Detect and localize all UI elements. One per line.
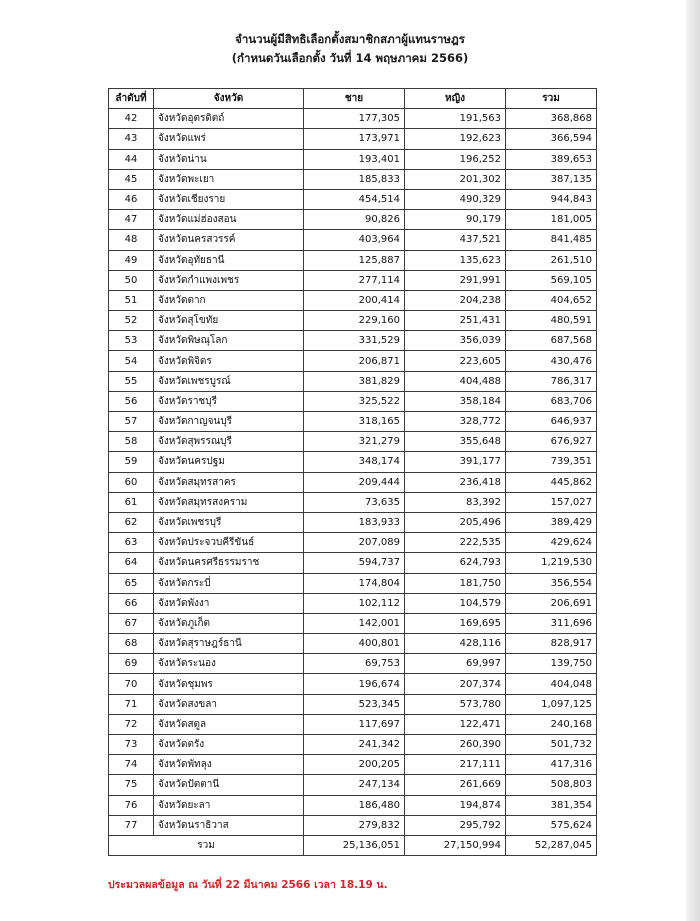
header-female: หญิง bbox=[405, 89, 506, 109]
cell-male: 209,444 bbox=[304, 472, 405, 492]
cell-province: จังหวัดอุทัยธานี bbox=[154, 250, 304, 270]
cell-province: จังหวัดสงขลา bbox=[154, 694, 304, 714]
cell-no: 66 bbox=[109, 593, 154, 613]
cell-total: 841,485 bbox=[506, 230, 597, 250]
cell-male: 102,112 bbox=[304, 593, 405, 613]
cell-female: 355,648 bbox=[405, 432, 506, 452]
cell-female: 573,780 bbox=[405, 694, 506, 714]
table-row bbox=[109, 654, 597, 674]
cell-female: 261,669 bbox=[405, 775, 506, 795]
total-male: 25,136,051 bbox=[304, 835, 405, 855]
cell-no: 56 bbox=[109, 391, 154, 411]
cell-male: 174,804 bbox=[304, 573, 405, 593]
table-row bbox=[109, 492, 597, 512]
cell-no: 67 bbox=[109, 613, 154, 633]
cell-total: 381,354 bbox=[506, 795, 597, 815]
cell-province: จังหวัดตาก bbox=[154, 290, 304, 310]
document-title: จำนวนผู้มีสิทธิเลือกตั้งสมาชิกสภาผู้แทนราษฎร bbox=[235, 32, 465, 46]
cell-total: 739,351 bbox=[506, 452, 597, 472]
cell-female: 207,374 bbox=[405, 674, 506, 694]
cell-no: 61 bbox=[109, 492, 154, 512]
cell-male: 73,635 bbox=[304, 492, 405, 512]
cell-total: 944,843 bbox=[506, 189, 597, 209]
cell-female: 135,623 bbox=[405, 250, 506, 270]
table-row bbox=[109, 331, 597, 351]
cell-female: 490,329 bbox=[405, 189, 506, 209]
total-female: 27,150,994 bbox=[405, 835, 506, 855]
table-row bbox=[109, 714, 597, 734]
table-row bbox=[109, 250, 597, 270]
table-row bbox=[109, 412, 597, 432]
cell-female: 236,418 bbox=[405, 472, 506, 492]
cell-male: 229,160 bbox=[304, 311, 405, 331]
cell-female: 181,750 bbox=[405, 573, 506, 593]
total-all: 52,287,045 bbox=[506, 835, 597, 855]
cell-province: จังหวัดกระบี่ bbox=[154, 573, 304, 593]
cell-province: จังหวัดอุตรดิตถ์ bbox=[154, 109, 304, 129]
cell-no: 47 bbox=[109, 210, 154, 230]
cell-male: 277,114 bbox=[304, 270, 405, 290]
cell-province: จังหวัดแพร่ bbox=[154, 129, 304, 149]
table-row bbox=[109, 553, 597, 573]
total-label: รวม bbox=[109, 835, 304, 855]
cell-total: 575,624 bbox=[506, 815, 597, 835]
cell-province: จังหวัดภูเก็ต bbox=[154, 613, 304, 633]
cell-no: 45 bbox=[109, 169, 154, 189]
table-row bbox=[109, 735, 597, 755]
cell-total: 430,476 bbox=[506, 351, 597, 371]
cell-province: จังหวัดน่าน bbox=[154, 149, 304, 169]
table-row bbox=[109, 674, 597, 694]
cell-no: 48 bbox=[109, 230, 154, 250]
cell-female: 328,772 bbox=[405, 412, 506, 432]
cell-no: 53 bbox=[109, 331, 154, 351]
cell-no: 54 bbox=[109, 351, 154, 371]
table-row bbox=[109, 210, 597, 230]
cell-province: จังหวัดสุโขทัย bbox=[154, 311, 304, 331]
page-edge-shadow bbox=[686, 0, 700, 921]
table-row bbox=[109, 311, 597, 331]
cell-province: จังหวัดปัตตานี bbox=[154, 775, 304, 795]
cell-total: 404,652 bbox=[506, 290, 597, 310]
cell-male: 206,871 bbox=[304, 351, 405, 371]
voters-table bbox=[108, 88, 597, 856]
cell-female: 222,535 bbox=[405, 533, 506, 553]
document-subtitle: (กำหนดวันเลือกตั้ง วันที่ 14 พฤษภาคม 2566) bbox=[231, 51, 469, 65]
cell-male: 125,887 bbox=[304, 250, 405, 270]
cell-province: จังหวัดราชบุรี bbox=[154, 391, 304, 411]
cell-no: 70 bbox=[109, 674, 154, 694]
table-row bbox=[109, 452, 597, 472]
cell-male: 325,522 bbox=[304, 391, 405, 411]
cell-province: จังหวัดนครสวรรค์ bbox=[154, 230, 304, 250]
cell-male: 90,826 bbox=[304, 210, 405, 230]
table-row bbox=[109, 351, 597, 371]
cell-province: จังหวัดยะลา bbox=[154, 795, 304, 815]
cell-male: 207,089 bbox=[304, 533, 405, 553]
cell-province: จังหวัดนราธิวาส bbox=[154, 815, 304, 835]
cell-province: จังหวัดเพชรบุรี bbox=[154, 512, 304, 532]
header-total: รวม bbox=[506, 89, 597, 109]
cell-male: 403,964 bbox=[304, 230, 405, 250]
table-row bbox=[109, 795, 597, 815]
cell-no: 72 bbox=[109, 714, 154, 734]
cell-no: 52 bbox=[109, 311, 154, 331]
cell-female: 196,252 bbox=[405, 149, 506, 169]
cell-no: 50 bbox=[109, 270, 154, 290]
cell-male: 247,134 bbox=[304, 775, 405, 795]
cell-province: จังหวัดพะเยา bbox=[154, 169, 304, 189]
cell-province: จังหวัดแม่ฮ่องสอน bbox=[154, 210, 304, 230]
cell-female: 205,496 bbox=[405, 512, 506, 532]
cell-total: 311,696 bbox=[506, 613, 597, 633]
cell-province: จังหวัดชุมพร bbox=[154, 674, 304, 694]
cell-female: 223,605 bbox=[405, 351, 506, 371]
cell-total: 139,750 bbox=[506, 654, 597, 674]
cell-female: 69,997 bbox=[405, 654, 506, 674]
header-no: ลำดับที่ bbox=[109, 89, 154, 109]
cell-total: 366,594 bbox=[506, 129, 597, 149]
cell-no: 59 bbox=[109, 452, 154, 472]
cell-no: 76 bbox=[109, 795, 154, 815]
cell-total: 356,554 bbox=[506, 573, 597, 593]
table-row bbox=[109, 634, 597, 654]
cell-female: 122,471 bbox=[405, 714, 506, 734]
cell-total: 389,653 bbox=[506, 149, 597, 169]
cell-total: 404,048 bbox=[506, 674, 597, 694]
cell-province: จังหวัดสมุทรสงคราม bbox=[154, 492, 304, 512]
table-row bbox=[109, 129, 597, 149]
cell-no: 71 bbox=[109, 694, 154, 714]
cell-male: 321,279 bbox=[304, 432, 405, 452]
cell-province: จังหวัดสมุทรสาคร bbox=[154, 472, 304, 492]
cell-total: 417,316 bbox=[506, 755, 597, 775]
cell-province: จังหวัดสุพรรณบุรี bbox=[154, 432, 304, 452]
cell-total: 157,027 bbox=[506, 492, 597, 512]
total-row bbox=[109, 835, 597, 855]
table-row bbox=[109, 230, 597, 250]
table-body bbox=[109, 109, 597, 836]
cell-no: 65 bbox=[109, 573, 154, 593]
cell-province: จังหวัดพิจิตร bbox=[154, 351, 304, 371]
cell-male: 318,165 bbox=[304, 412, 405, 432]
cell-female: 204,238 bbox=[405, 290, 506, 310]
cell-female: 90,179 bbox=[405, 210, 506, 230]
cell-province: จังหวัดเชียงราย bbox=[154, 189, 304, 209]
cell-total: 368,868 bbox=[506, 109, 597, 129]
cell-province: จังหวัดนครศรีธรรมราช bbox=[154, 553, 304, 573]
cell-total: 786,317 bbox=[506, 371, 597, 391]
cell-male: 523,345 bbox=[304, 694, 405, 714]
cell-total: 501,732 bbox=[506, 735, 597, 755]
cell-male: 241,342 bbox=[304, 735, 405, 755]
cell-female: 169,695 bbox=[405, 613, 506, 633]
header-province: จังหวัด bbox=[154, 89, 304, 109]
cell-no: 73 bbox=[109, 735, 154, 755]
title-block bbox=[0, 30, 700, 68]
cell-female: 217,111 bbox=[405, 755, 506, 775]
cell-total: 389,429 bbox=[506, 512, 597, 532]
cell-total: 261,510 bbox=[506, 250, 597, 270]
table-row bbox=[109, 189, 597, 209]
cell-province: จังหวัดพิษณุโลก bbox=[154, 331, 304, 351]
cell-province: จังหวัดระนอง bbox=[154, 654, 304, 674]
cell-no: 74 bbox=[109, 755, 154, 775]
cell-total: 240,168 bbox=[506, 714, 597, 734]
table-row bbox=[109, 371, 597, 391]
cell-male: 183,933 bbox=[304, 512, 405, 532]
cell-female: 192,623 bbox=[405, 129, 506, 149]
cell-total: 445,862 bbox=[506, 472, 597, 492]
cell-male: 348,174 bbox=[304, 452, 405, 472]
cell-no: 43 bbox=[109, 129, 154, 149]
cell-total: 206,691 bbox=[506, 593, 597, 613]
table-row bbox=[109, 815, 597, 835]
cell-female: 104,579 bbox=[405, 593, 506, 613]
cell-female: 191,563 bbox=[405, 109, 506, 129]
cell-province: จังหวัดเพชรบูรณ์ bbox=[154, 371, 304, 391]
cell-no: 68 bbox=[109, 634, 154, 654]
cell-province: จังหวัดพัทลุง bbox=[154, 755, 304, 775]
cell-female: 437,521 bbox=[405, 230, 506, 250]
cell-province: จังหวัดพังงา bbox=[154, 593, 304, 613]
table-row bbox=[109, 755, 597, 775]
cell-no: 58 bbox=[109, 432, 154, 452]
cell-province: จังหวัดตรัง bbox=[154, 735, 304, 755]
table-row bbox=[109, 391, 597, 411]
cell-male: 594,737 bbox=[304, 553, 405, 573]
cell-male: 200,205 bbox=[304, 755, 405, 775]
cell-female: 194,874 bbox=[405, 795, 506, 815]
cell-total: 646,937 bbox=[506, 412, 597, 432]
cell-no: 57 bbox=[109, 412, 154, 432]
table-row bbox=[109, 432, 597, 452]
table-row bbox=[109, 593, 597, 613]
table-row bbox=[109, 149, 597, 169]
table-row bbox=[109, 573, 597, 593]
cell-male: 142,001 bbox=[304, 613, 405, 633]
cell-total: 569,105 bbox=[506, 270, 597, 290]
cell-no: 64 bbox=[109, 553, 154, 573]
cell-total: 480,591 bbox=[506, 311, 597, 331]
table-row bbox=[109, 270, 597, 290]
cell-no: 51 bbox=[109, 290, 154, 310]
cell-male: 193,401 bbox=[304, 149, 405, 169]
table-row bbox=[109, 694, 597, 714]
cell-no: 46 bbox=[109, 189, 154, 209]
cell-male: 173,971 bbox=[304, 129, 405, 149]
cell-total: 1,219,530 bbox=[506, 553, 597, 573]
table-row bbox=[109, 613, 597, 633]
cell-total: 181,005 bbox=[506, 210, 597, 230]
cell-female: 356,039 bbox=[405, 331, 506, 351]
cell-no: 75 bbox=[109, 775, 154, 795]
cell-total: 687,568 bbox=[506, 331, 597, 351]
cell-female: 83,392 bbox=[405, 492, 506, 512]
processing-footnote: ประมวลผลข้อมูล ณ วันที่ 22 มีนาคม 2566 เวลา 18.19 น. bbox=[108, 879, 388, 891]
cell-female: 428,116 bbox=[405, 634, 506, 654]
cell-total: 828,917 bbox=[506, 634, 597, 654]
cell-female: 358,184 bbox=[405, 391, 506, 411]
table-row bbox=[109, 169, 597, 189]
cell-total: 1,097,125 bbox=[506, 694, 597, 714]
cell-total: 676,927 bbox=[506, 432, 597, 452]
table-row bbox=[109, 775, 597, 795]
cell-male: 185,833 bbox=[304, 169, 405, 189]
cell-province: จังหวัดกาญจนบุรี bbox=[154, 412, 304, 432]
cell-male: 381,829 bbox=[304, 371, 405, 391]
cell-female: 291,991 bbox=[405, 270, 506, 290]
cell-no: 77 bbox=[109, 815, 154, 835]
cell-no: 44 bbox=[109, 149, 154, 169]
cell-female: 295,792 bbox=[405, 815, 506, 835]
cell-male: 200,414 bbox=[304, 290, 405, 310]
cell-male: 400,801 bbox=[304, 634, 405, 654]
cell-male: 196,674 bbox=[304, 674, 405, 694]
cell-total: 508,803 bbox=[506, 775, 597, 795]
cell-no: 60 bbox=[109, 472, 154, 492]
cell-province: จังหวัดกำแพงเพชร bbox=[154, 270, 304, 290]
cell-female: 251,431 bbox=[405, 311, 506, 331]
cell-no: 62 bbox=[109, 512, 154, 532]
cell-province: จังหวัดประจวบคีรีขันธ์ bbox=[154, 533, 304, 553]
cell-female: 624,793 bbox=[405, 553, 506, 573]
cell-total: 683,706 bbox=[506, 391, 597, 411]
cell-no: 63 bbox=[109, 533, 154, 553]
cell-male: 279,832 bbox=[304, 815, 405, 835]
header-male: ชาย bbox=[304, 89, 405, 109]
table-row bbox=[109, 512, 597, 532]
cell-male: 69,753 bbox=[304, 654, 405, 674]
cell-male: 177,305 bbox=[304, 109, 405, 129]
cell-female: 260,390 bbox=[405, 735, 506, 755]
table-row bbox=[109, 109, 597, 129]
cell-female: 201,302 bbox=[405, 169, 506, 189]
cell-female: 391,177 bbox=[405, 452, 506, 472]
table-row bbox=[109, 472, 597, 492]
cell-province: จังหวัดสตูล bbox=[154, 714, 304, 734]
cell-province: จังหวัดสุราษฎร์ธานี bbox=[154, 634, 304, 654]
cell-total: 429,624 bbox=[506, 533, 597, 553]
cell-male: 117,697 bbox=[304, 714, 405, 734]
table-row bbox=[109, 290, 597, 310]
cell-male: 186,480 bbox=[304, 795, 405, 815]
cell-male: 331,529 bbox=[304, 331, 405, 351]
cell-no: 69 bbox=[109, 654, 154, 674]
cell-male: 454,514 bbox=[304, 189, 405, 209]
cell-total: 387,135 bbox=[506, 169, 597, 189]
cell-no: 42 bbox=[109, 109, 154, 129]
cell-no: 49 bbox=[109, 250, 154, 270]
table-header-row bbox=[109, 89, 597, 109]
cell-female: 404,488 bbox=[405, 371, 506, 391]
cell-no: 55 bbox=[109, 371, 154, 391]
table-row bbox=[109, 533, 597, 553]
cell-province: จังหวัดนครปฐม bbox=[154, 452, 304, 472]
